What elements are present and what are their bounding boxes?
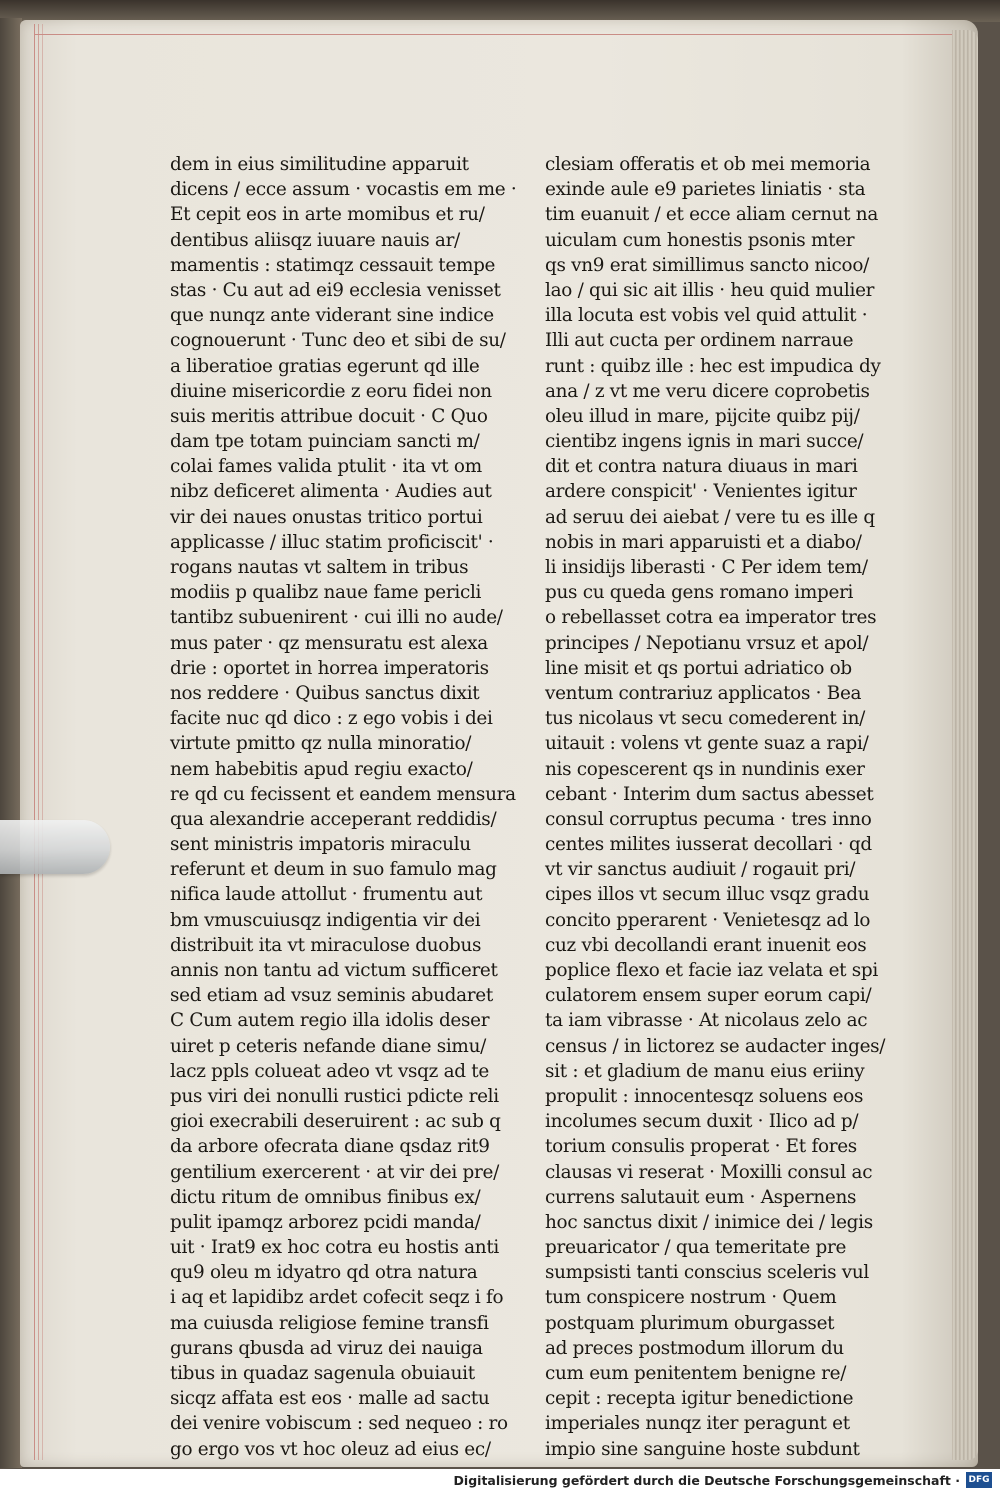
text-line: pus cu queda gens romano imperi (545, 582, 854, 604)
margin-rule (38, 24, 39, 1460)
page-edges (952, 30, 978, 1460)
text-line: diuine misericordie z eoru fidei non (170, 380, 492, 402)
footer-bar (0, 1469, 1000, 1493)
text-line: uiret p ceteris nefande diane simu/ (170, 1035, 487, 1057)
text-line: centes milites iusserat decollari · qd (545, 834, 872, 856)
text-line: qs vn9 erat simillimus sancto nicoo/ (545, 254, 869, 276)
text-line: sicqz affata est eos · malle ad sactu (170, 1388, 490, 1410)
text-line: dit et contra natura diuaus in mari (545, 456, 858, 478)
footer-credit: Digitalisierung gefördert durch die Deutsche Forschungsgemeinschaft · (453, 1473, 960, 1488)
text-line: modiis p qualibz naue fame pericli (170, 582, 482, 604)
text-line: que nunqz ante viderant sine indice (170, 305, 494, 327)
text-line: impio sine sanguine hoste subdunt (545, 1438, 860, 1460)
text-line: illa locuta est vobis vel quid attulit · (545, 305, 868, 327)
text-line: propulit : innocentesqz soluens eos (545, 1085, 864, 1107)
text-line: lacz ppls colueat adeo vt vsqz ad te (170, 1060, 489, 1082)
text-line: pulit ipamqz arborez pcidi manda/ (170, 1211, 481, 1233)
text-line: applicasse / illuc statim proficiscit' · (170, 531, 494, 553)
text-line: mamentis : statimqz cessauit tempe (170, 254, 496, 276)
text-line: ad preces postmodum illorum du (545, 1337, 844, 1359)
text-line: imperiales nunqz iter peragunt et (545, 1413, 850, 1435)
text-line: principes / Nepotianu vrsuz et apol/ (545, 632, 869, 654)
text-line: culatorem ensem super eorum capi/ (545, 985, 872, 1007)
text-line: census / in lictorez se audacter inges/ (545, 1035, 886, 1057)
text-line: drie : oportet in horrea imperatoris (170, 657, 489, 679)
text-line: nos reddere · Quibus sanctus dixit (170, 682, 480, 704)
text-line: cientibz ingens ignis in mari succe/ (545, 431, 864, 453)
text-line: vt vir sanctus audiuit / rogauit pri/ (545, 859, 856, 881)
text-line: i aq et lapidibz ardet cofecit seqz i fo (170, 1287, 504, 1309)
text-line: distribuit ita vt miraculose duobus (170, 934, 482, 956)
text-line: tim euanuit / et ecce aliam cernut na (545, 204, 879, 226)
text-line: currens salutauit eum · Aspernens (545, 1186, 857, 1208)
text-line: dam tpe totam puinciam sancti m/ (170, 431, 480, 453)
text-line: Illi aut cucta per ordinem narraue (545, 330, 854, 352)
text-line: re qd cu fecissent et eandem mensura (170, 783, 516, 805)
text-line: dei venire vobiscum : sed nequeo : ro (170, 1413, 508, 1435)
text-line: ta iam vibrasse · At nicolaus zelo ac (545, 1010, 868, 1032)
text-line: sit : et gladium de manu eius eriiny (545, 1060, 865, 1082)
text-line: dem in eius similitudine apparuit (170, 154, 469, 175)
text-line: pus viri dei nonulli rustici pdicte reli (170, 1085, 499, 1107)
book-clasp-strap (0, 820, 110, 874)
book-spine (0, 18, 22, 1468)
left-text-column (170, 152, 517, 1462)
text-line: qua alexandrie acceperant reddidis/ (170, 808, 497, 830)
text-line: tantibz subuenirent · cui illi no aude/ (170, 607, 503, 629)
text-line: hoc sanctus dixit / inimice dei / legis (545, 1211, 873, 1233)
text-line: lao / qui sic ait illis · heu quid mulier (545, 279, 875, 301)
text-line: Et cepit eos in arte momibus et ru/ (170, 204, 485, 226)
text-line: ardere conspicit' · Venientes igitur (545, 481, 857, 503)
text-line: bm vmuscuiusqz indigentia vir dei (170, 909, 481, 931)
text-line: uitauit : volens vt gente suaz a rapi/ (545, 733, 869, 755)
text-line: ma cuiusda religiose femine transfi (170, 1312, 489, 1334)
margin-rule (34, 24, 35, 1460)
text-line: torium consulis properat · Et fores (545, 1136, 857, 1158)
text-line: qu9 oleu m idyatro qd otra natura (170, 1262, 478, 1284)
text-line: preuaricator / qua temeritate pre (545, 1237, 847, 1259)
margin-rule (42, 24, 43, 1460)
text-line: incolumes secum duxit · Ilico ad p/ (545, 1111, 859, 1133)
text-line: clesiam offeratis et ob mei memoria (545, 154, 871, 175)
top-rule (34, 34, 969, 35)
text-line: tibus in quadaz sagenula obuiauit (170, 1363, 475, 1384)
text-line: dictu ritum de omnibus finibus ex/ (170, 1186, 481, 1208)
text-line: referunt et deum in suo famulo mag (170, 859, 497, 881)
right-text-column (545, 152, 890, 1462)
text-line: nis copescerent qs in nundinis exer (545, 758, 865, 780)
text-line: tus nicolaus vt secu comederent in/ (545, 708, 866, 730)
text-line: nobis in mari apparuisti et a diabo/ (545, 531, 862, 553)
text-line: C Cum autem regio illa idolis deser (170, 1010, 490, 1032)
text-line: postquam plurimum oburgasset (545, 1312, 835, 1334)
text-line: nem habebitis apud regiu exacto/ (170, 758, 473, 780)
text-line: gentilium exercerent · at vir dei pre/ (170, 1161, 499, 1183)
text-line: dentibus aliisqz iuuare nauis ar/ (170, 229, 460, 251)
text-line: o rebellasset cotra ea imperator tres (545, 607, 877, 629)
book-cover-top (0, 0, 1000, 22)
text-line: clausas vi reserat · Moxilli consul ac (545, 1161, 873, 1183)
text-line: cognouerunt · Tunc deo et sibi de su/ (170, 330, 506, 352)
text-line: sed etiam ad vsuz seminis abudaret (170, 985, 493, 1007)
text-line: annis non tantu ad victum sufficeret (170, 960, 498, 981)
text-line: colai fames valida ptulit · ita vt om (170, 456, 482, 478)
text-line: rogans nautas vt saltem in tribus (170, 557, 469, 578)
text-line: nifica laude attollut · frumentu aut (170, 884, 483, 906)
text-line: exinde aule e9 parietes liniatis · sta (545, 179, 866, 201)
text-line: sumpsisti tanti conscius sceleris vul (545, 1262, 870, 1284)
text-line: da arbore ofecrata diane qsdaz rit9 (170, 1136, 490, 1158)
text-line: cebant · Interim dum sactus abesset (545, 783, 874, 805)
text-line: poplice flexo et facie iaz velata et spi (545, 960, 878, 981)
text-line: a liberatioe gratias egerunt qd ille (170, 355, 480, 377)
text-line: vir dei naues onustas tritico portui (170, 506, 483, 528)
text-line: oleu illud in mare, pijcite quibz pij/ (545, 405, 860, 427)
text-line: consul corruptus pecuma · tres inno (545, 808, 872, 830)
text-line: mus pater · qz mensuratu est alexa (170, 632, 488, 654)
text-line: dicens / ecce assum · vocastis em me · (170, 179, 517, 201)
text-line: cum eum penitentem benigne re/ (545, 1363, 847, 1384)
text-line: nibz deficeret alimenta · Audies aut (170, 481, 492, 503)
text-line: runt : quibz ille : hec est impudica dy (545, 355, 881, 377)
text-line: ventum contrariuz applicatos · Bea (545, 682, 862, 704)
text-line: cuz vbi decollandi erant inuenit eos (545, 934, 867, 956)
text-line: ad seruu dei aiebat / vere tu es ille q (545, 506, 875, 528)
text-line: li insidijs liberasti · C Per idem tem/ (545, 557, 868, 578)
text-line: uiculam cum honestis psonis mter (545, 229, 855, 251)
text-line: ana / z vt me veru dicere coprobetis (545, 380, 870, 402)
text-line: gurans qbusda ad viruz dei nauiga (170, 1337, 483, 1359)
text-line: facite nuc qd dico : z ego vobis i dei (170, 708, 493, 730)
dfg-logo: DFG (966, 1472, 992, 1488)
text-line: go ergo vos vt hoc oleuz ad eius ec/ (170, 1438, 491, 1460)
text-line: cipes illos vt secum illuc vsqz gradu (545, 884, 870, 906)
text-line: concito pperarent · Venietesqz ad lo (545, 909, 871, 931)
text-line: cepit : recepta igitur benedictione (545, 1388, 854, 1410)
text-line: sent ministris impatoris miraculu (170, 834, 471, 856)
text-line: virtute pmitto qz nulla minoratio/ (170, 733, 472, 755)
text-line: uit · Irat9 ex hoc cotra eu hostis anti (170, 1237, 500, 1259)
text-line: stas · Cu aut ad ei9 ecclesia venisset (170, 279, 501, 301)
text-line: suis meritis attribue docuit · C Quo (170, 405, 488, 427)
text-line: tum conspicere nostrum · Quem (545, 1287, 837, 1309)
text-line: gioi execrabili deseruirent : ac sub q (170, 1111, 501, 1133)
text-line: line misit et qs portui adriatico ob (545, 657, 852, 679)
